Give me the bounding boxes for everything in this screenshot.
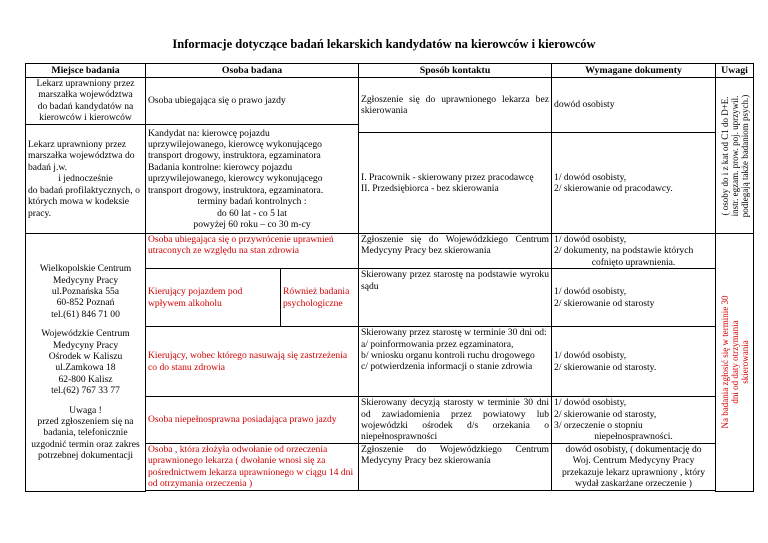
header-osoba: Osoba badana [146,64,359,78]
miejsce-cell-3: Wielkopolskie Centrum Medycyny Pracy ul.Poznańska 55a 60-852 Poznań tel.(61) 846 71 00 Wojewódzkie Centrum Medycyny Pracy Ośrodek w Kaliszu ul.Zamkowa 18 62-800 Kalisz tel.(62) 767 33 77 Uwaga ! przed zgłoszeniem się na badania, telefonicznie uzgodnić termin oraz zakres potrzebnej dokumentacji [26,234,146,492]
sposob-cell-3: Zgłoszenie się do Wojewódzkiego Centrum Medycyny Pracy bez skierowania [359,234,552,269]
dokumenty-cell-4: 1/ dowód osobisty, 2/ skierowanie od starosty [552,269,716,327]
osoba-cell-4: Kierujący pojazdem pod wpływem alkoholu [146,269,281,327]
miejsce-cell-2: Lekarz uprawniony przez marszałka województwa do badań j.w. i jednocześnie do badań profilaktycznych, o których mowa w kodeksie pracy. [26,125,146,234]
osoba-cell-6: Osoba niepełnosprawna posiadająca prawo jazdy [146,397,359,444]
page-title: Informacje dotyczące badań lekarskich kandydatów na kierowców i kierowców [172,37,596,51]
osoba-cell-2: Kandydat na: kierowcę pojazdu uprzywilejowanego, kierowcę wykonującego transport drogowy, instruktora, egzaminatora Badania kontrolne: kierowcy pojazdu uprzywilejowanego, kierowcy wykonującego transport drogowy, instruktora, egzaminatora. terminy badań kontrolnych : do 60 lat - co 5 lat powyżej 60 roku – co 30 m-cy [146,125,359,234]
osoba-cell-1: Osoba ubiegająca się o prawo jazdy [146,78,359,125]
sposob-cell-5: Skierowany przez starostę w terminie 30 dni od: a/ poinformowania przez egzaminatora, b/ wniosku organu kontroli ruchu drogowego c/ potwierdzenia informacji o stanie zdrowia [359,327,552,397]
header-sposob: Sposób kontaktu [359,64,552,78]
header-dokumenty: Wymagane dokumenty [552,64,716,78]
dokumenty-cell-3: 1/ dowód osobisty, 2/ dokumenty, na podstawie których cofnięto uprawnienia. [552,234,716,269]
uwagi-text-2: Na badania zgłosić się w terminie 30 dni od daty otrzymania skierowania [719,295,750,429]
sposob-cell-1: Zgłoszenie się do uprawnionego lekarza bez skierowania [359,78,552,133]
sposob-cell-2: I. Pracownik - skierowany przez pracodawcę II. Przedsiębiorca - bez skierowania [359,133,552,234]
uwagi-text-1: ( osoby do i z kat od C1 do D+E. instr. egzam. prow. poj. uprzywil. podlegają także badaniom psych.) [719,94,750,217]
dokumenty-cell-7: dowód osobisty, ( dokumentację do Woj. Centrum Medycyny Pracy przekazuje lekarz uprawniony , który wydał zaskarżane orzeczenie ) [552,443,716,490]
osoba-cell-7: Osoba , która złożyła odwołanie od orzeczenia uprawnionego lekarza ( dwołanie wnosi się za pośrednictwem lekarza uprawnionego w ciągu 14 dni od otrzymania orzeczenia ) [146,443,359,490]
info-table [25,63,754,492]
header-row [26,64,754,78]
osoba-cell-3: Osoba ubiegająca się o przywrócenie uprawnień utraconych ze względu na stan zdrowia [146,234,359,269]
dokumenty-cell-5: 1/ dowód osobisty, 2/ skierowanie od starosty. [552,327,716,397]
table-row [26,78,754,125]
table-row [26,234,754,269]
sposob-cell-6: Skierowany decyzją starosty w terminie 30 dni od zawiadomienia przez powiatowy lub wojewódzki ośrodek d/s orzekania o niepełnosprawności [359,397,552,444]
uwagi-cell-1 [716,78,754,234]
sposob-cell-4: Skierowany przez starostę na podstawie wyroku sądu [359,269,552,327]
dokumenty-cell-6: 1/ dowód osobisty, 2/ skierowanie od starosty, 3/ orzeczenie o stopniu niepełnosprawności. [552,397,716,444]
uwagi-cell-2 [716,234,754,492]
sposob-cell-7: Zgłoszenie do Wojewódzkiego Centrum Medycyny Pracy bez skierowania [359,443,552,490]
osoba-cell-4b: Również badania psychologiczne [281,269,359,327]
osoba-cell-5: Kierujący, wobec którego nasuwają się zastrzeżenia co do stanu zdrowia [146,327,359,397]
header-miejsce: Miejsce badania [26,64,146,78]
header-uwagi: Uwagi [716,64,754,78]
dokumenty-cell-2: 1/ dowód osobisty, 2/ skierowanie od pracodawcy. [552,133,716,234]
dokumenty-cell-1: dowód osobisty [552,78,716,133]
miejsce-cell-1: Lekarz uprawniony przez marszałka województwa do badań kandydatów na kierowców i kierowców [26,78,146,125]
